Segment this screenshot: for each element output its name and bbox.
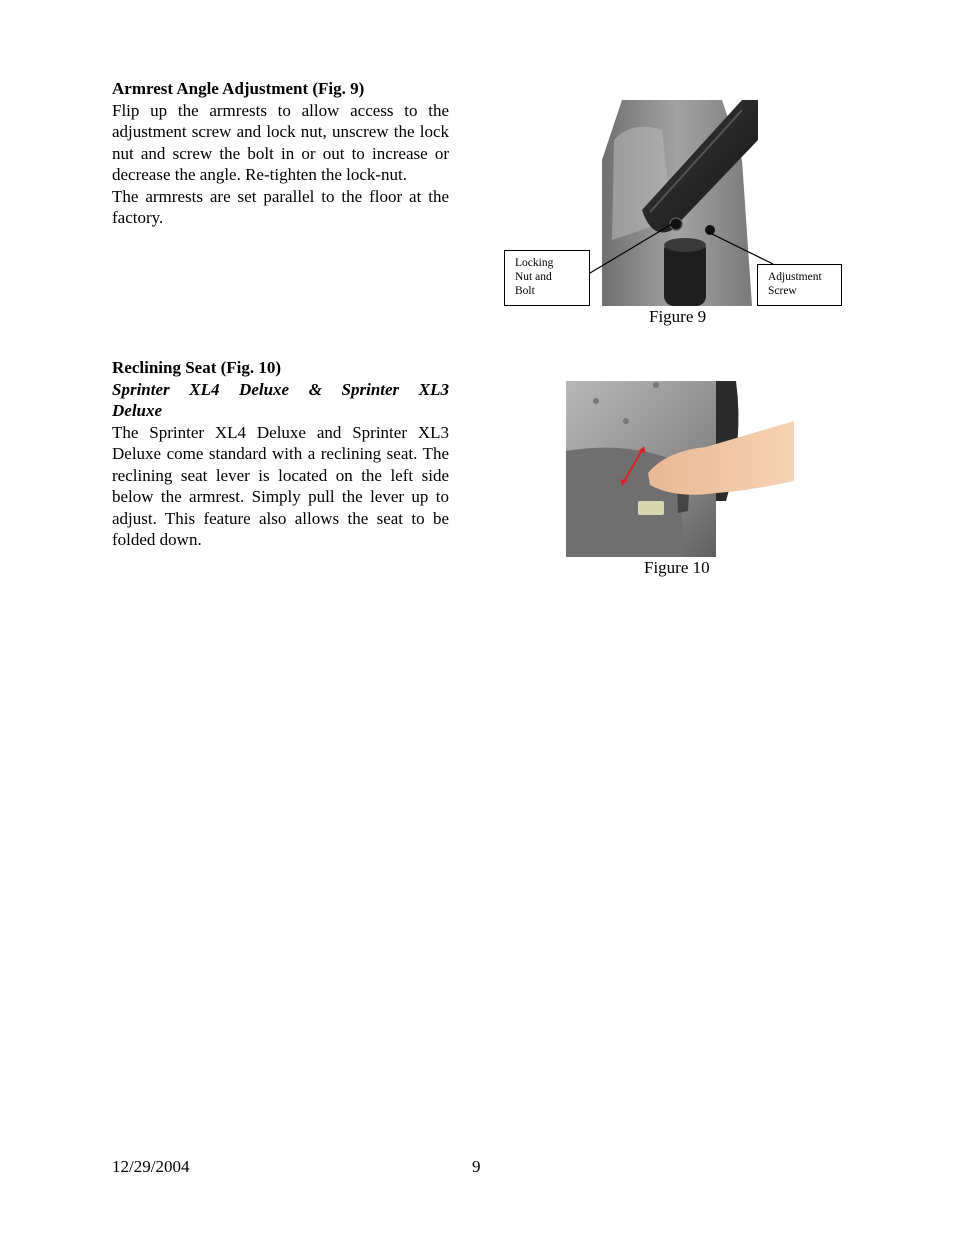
armrest-heading: Armrest Angle Adjustment (Fig. 9) bbox=[112, 79, 365, 98]
callout-locking-nut-bolt bbox=[504, 250, 590, 306]
figure-9-photo bbox=[602, 100, 758, 306]
reclining-heading: Reclining Seat (Fig. 10) bbox=[112, 358, 282, 377]
callout-adjustment-screw bbox=[757, 264, 842, 306]
armrest-paragraph-1: Flip up the armrests to allow access to the adjustment screw and lock nut, unscrew the lock nut and screw the bolt in or out to increase or decrease the angle. Re-tighten the lock-nut. bbox=[112, 100, 449, 184]
callout-right-line-1: Adjustment bbox=[768, 271, 822, 283]
callout-left-line-3: Bolt bbox=[515, 285, 535, 297]
armrest-paragraph-2: The armrests are set parallel to the floor at the factory. bbox=[112, 186, 449, 227]
recline-lever-illustration bbox=[566, 381, 794, 557]
figure-10-photo bbox=[566, 381, 794, 557]
page-number: 9 bbox=[472, 1157, 481, 1176]
figure-9-caption: Figure 9 bbox=[649, 307, 707, 326]
figure-10-caption: Figure 10 bbox=[644, 558, 710, 577]
reclining-subheading-1: Sprinter XL4 Deluxe & Sprinter XL3 bbox=[112, 379, 449, 399]
armrest-illustration bbox=[602, 100, 758, 306]
armrest-section bbox=[112, 78, 449, 229]
reclining-subheading-2: Deluxe bbox=[112, 401, 163, 420]
callout-left-line-1: Locking bbox=[515, 257, 554, 269]
reclining-section bbox=[112, 357, 449, 551]
callout-left-line-2: Nut and bbox=[515, 271, 552, 283]
callout-right-line-2: Screw bbox=[768, 285, 797, 297]
footer-date: 12/29/2004 bbox=[112, 1157, 190, 1176]
reclining-paragraph: The Sprinter XL4 Deluxe and Sprinter XL3 Deluxe come standard with a reclining seat. The reclining seat lever is located on the left side below the armrest. Simply pull the lever up to adjust. This feature also allows the seat to be folded down. bbox=[112, 422, 449, 549]
